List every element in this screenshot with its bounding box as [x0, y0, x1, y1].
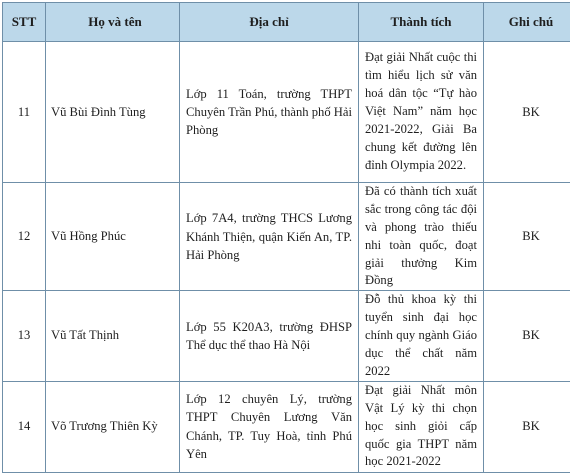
- cell-note: BK: [484, 183, 570, 291]
- cell-note: BK: [484, 42, 570, 183]
- cell-achievement: Đỗ thủ khoa kỳ thi tuyển sinh đại học chính quy ngành Giáo dục thể chất năm 2022: [359, 291, 484, 381]
- cell-achievement: Đã có thành tích xuất sắc trong công tác đội và phong trào thiếu nhi toàn quốc, đoạt giải thưởng Kim Đồng: [359, 183, 484, 291]
- cell-name: Võ Trương Thiên Kỳ: [46, 381, 180, 472]
- header-row: [3, 3, 570, 42]
- cell-note: BK: [484, 291, 570, 381]
- header-stt: STT: [3, 3, 46, 42]
- cell-stt: 11: [3, 42, 46, 183]
- header-name: Họ và tên: [46, 3, 180, 42]
- header-address: Địa chỉ: [180, 3, 359, 42]
- awards-table: [2, 2, 570, 473]
- cell-stt: 12: [3, 183, 46, 291]
- cell-note: BK: [484, 381, 570, 472]
- cell-achievement: Đạt giải Nhất cuộc thi tìm hiểu lịch sử văn hoá dân tộc “Tự hào Việt Nam” năm học 2021-2022, Giải Ba chung kết đường lên đỉnh Olympia 2022.: [359, 42, 484, 183]
- cell-address: Lớp 55 K20A3, trường ĐHSP Thể dục thể thao Hà Nội: [180, 291, 359, 381]
- table-row: [3, 291, 570, 381]
- table-row: [3, 42, 570, 183]
- cell-stt: 13: [3, 291, 46, 381]
- cell-name: Vũ Hồng Phúc: [46, 183, 180, 291]
- cell-address: Lớp 12 chuyên Lý, trường THPT Chuyên Lương Văn Chánh, TP. Tuy Hoà, tỉnh Phú Yên: [180, 381, 359, 472]
- cell-address: Lớp 7A4, trường THCS Lương Khánh Thiện, quận Kiến An, TP. Hải Phòng: [180, 183, 359, 291]
- table-row: [3, 183, 570, 291]
- cell-name: Vũ Bùi Đình Tùng: [46, 42, 180, 183]
- header-note: Ghi chú: [484, 3, 570, 42]
- header-achievement: Thành tích: [359, 3, 484, 42]
- cell-stt: 14: [3, 381, 46, 472]
- cell-achievement: Đạt giải Nhất môn Vật Lý kỳ thi chọn học sinh giỏi cấp quốc gia THPT năm học 2021-2022: [359, 381, 484, 472]
- cell-address: Lớp 11 Toán, trường THPT Chuyên Trần Phú, thành phố Hải Phòng: [180, 42, 359, 183]
- table-row: [3, 381, 570, 472]
- cell-name: Vũ Tất Thịnh: [46, 291, 180, 381]
